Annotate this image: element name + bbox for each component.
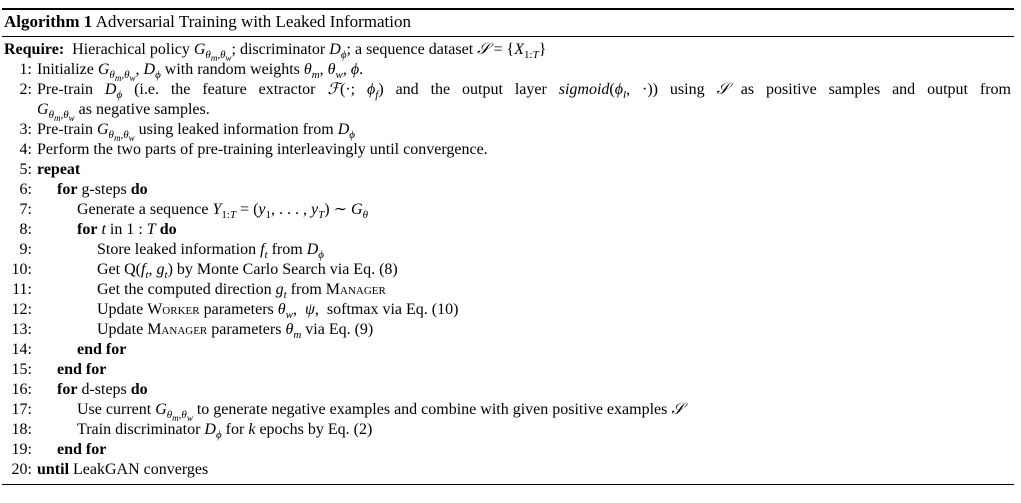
line-number: 9: xyxy=(19,241,32,258)
keyword-repeat: repeat xyxy=(37,161,81,178)
line-text: Store leaked information $f_t$ from $D_\phi$ xyxy=(97,241,324,262)
line-text: Get the computed direction $g_t$ from Manager xyxy=(97,281,386,302)
require-body: Require: Hierachical policy $G_{\theta_m,\theta_w}$; discriminator $D_\phi$; a sequence dataset 𝒮 = $\{X_{1:T}\}$ xyxy=(4,41,547,64)
line-text: Pre-train $G_{\theta_m,\theta_w}$ using leaked information from $D_\phi$ xyxy=(37,121,355,144)
line-number: 12: xyxy=(11,301,32,318)
algorithm-caption: Adversarial Training with Leaked Information xyxy=(95,12,411,31)
line-text: Train discriminator $D_\phi$ for k epochs by Eq. (2) xyxy=(77,421,373,442)
line-number: 2: xyxy=(19,81,32,98)
header-rule xyxy=(2,36,1014,37)
line-text: for t in 1 : T do xyxy=(77,221,177,238)
line-text: Generate a sequence $Y_{1:T} = (y_1$, . . . , $y_T$) ∼ $G_\theta$ xyxy=(77,201,368,222)
line-number: 13: xyxy=(11,321,32,338)
line-number: 18: xyxy=(11,421,32,438)
line-number: 17: xyxy=(11,401,32,418)
line-number: 14: xyxy=(11,341,32,358)
line-text: until LeakGAN converges xyxy=(37,461,209,478)
line-number: 7: xyxy=(19,201,32,218)
line-number: 3: xyxy=(19,121,32,138)
line-number: 1: xyxy=(19,61,32,78)
line-text: Pre-train $D_\phi$ (i.e. the feature extractor ℱ(·; $\phi_f$) and the output layer $sigmoid(\phi_l$, ·)) using 𝒮 as positive samples and output from xyxy=(37,81,1011,102)
line-number: 5: xyxy=(19,161,32,178)
line-text: Update Worker parameters $\theta_w$, ψ, softmax via Eq. (10) xyxy=(97,301,459,322)
bottom-rule xyxy=(2,484,1014,485)
line-number: 10: xyxy=(11,261,32,278)
line-number: 15: xyxy=(11,361,32,378)
line-text: Update Manager parameters $\theta_m$ via Eq. (9) xyxy=(97,321,374,342)
line-text: for g-steps do xyxy=(57,181,148,198)
line-number: 4: xyxy=(19,141,32,158)
line-number: 20: xyxy=(11,461,32,478)
keyword-end-for: end for xyxy=(57,441,107,458)
algorithm-label: Algorithm 1 xyxy=(4,12,93,31)
algorithm-title xyxy=(4,11,411,33)
line-text: Use current $G_{\theta_m,\theta_w}$ to generate negative examples and combine with given positive examples 𝒮 xyxy=(77,401,684,424)
line-number: 19: xyxy=(11,441,32,458)
line-number: 6: xyxy=(19,181,32,198)
line-number: 8: xyxy=(19,221,32,238)
line-text: Initialize $G_{\theta_m,\theta_w}$, $D_\phi$ with random weights $\theta_m$, $\theta_w$, ϕ. xyxy=(37,61,364,84)
require-label: Require: xyxy=(4,41,65,58)
line-text: for d-steps do xyxy=(57,381,148,398)
keyword-end-for: end for xyxy=(77,341,127,358)
line-number: 11: xyxy=(12,281,32,298)
keyword-end-for: end for xyxy=(57,361,107,378)
line-text: Perform the two parts of pre-training interleavingly until convergence. xyxy=(37,141,488,158)
line-number: 16: xyxy=(11,381,32,398)
line-text: Get $Q(f_t$, $g_t$) by Monte Carlo Search via Eq. (8) xyxy=(97,261,398,282)
line-text: $G_{\theta_m,\theta_w}$ as negative samples. xyxy=(37,101,210,124)
top-rule xyxy=(2,8,1014,10)
